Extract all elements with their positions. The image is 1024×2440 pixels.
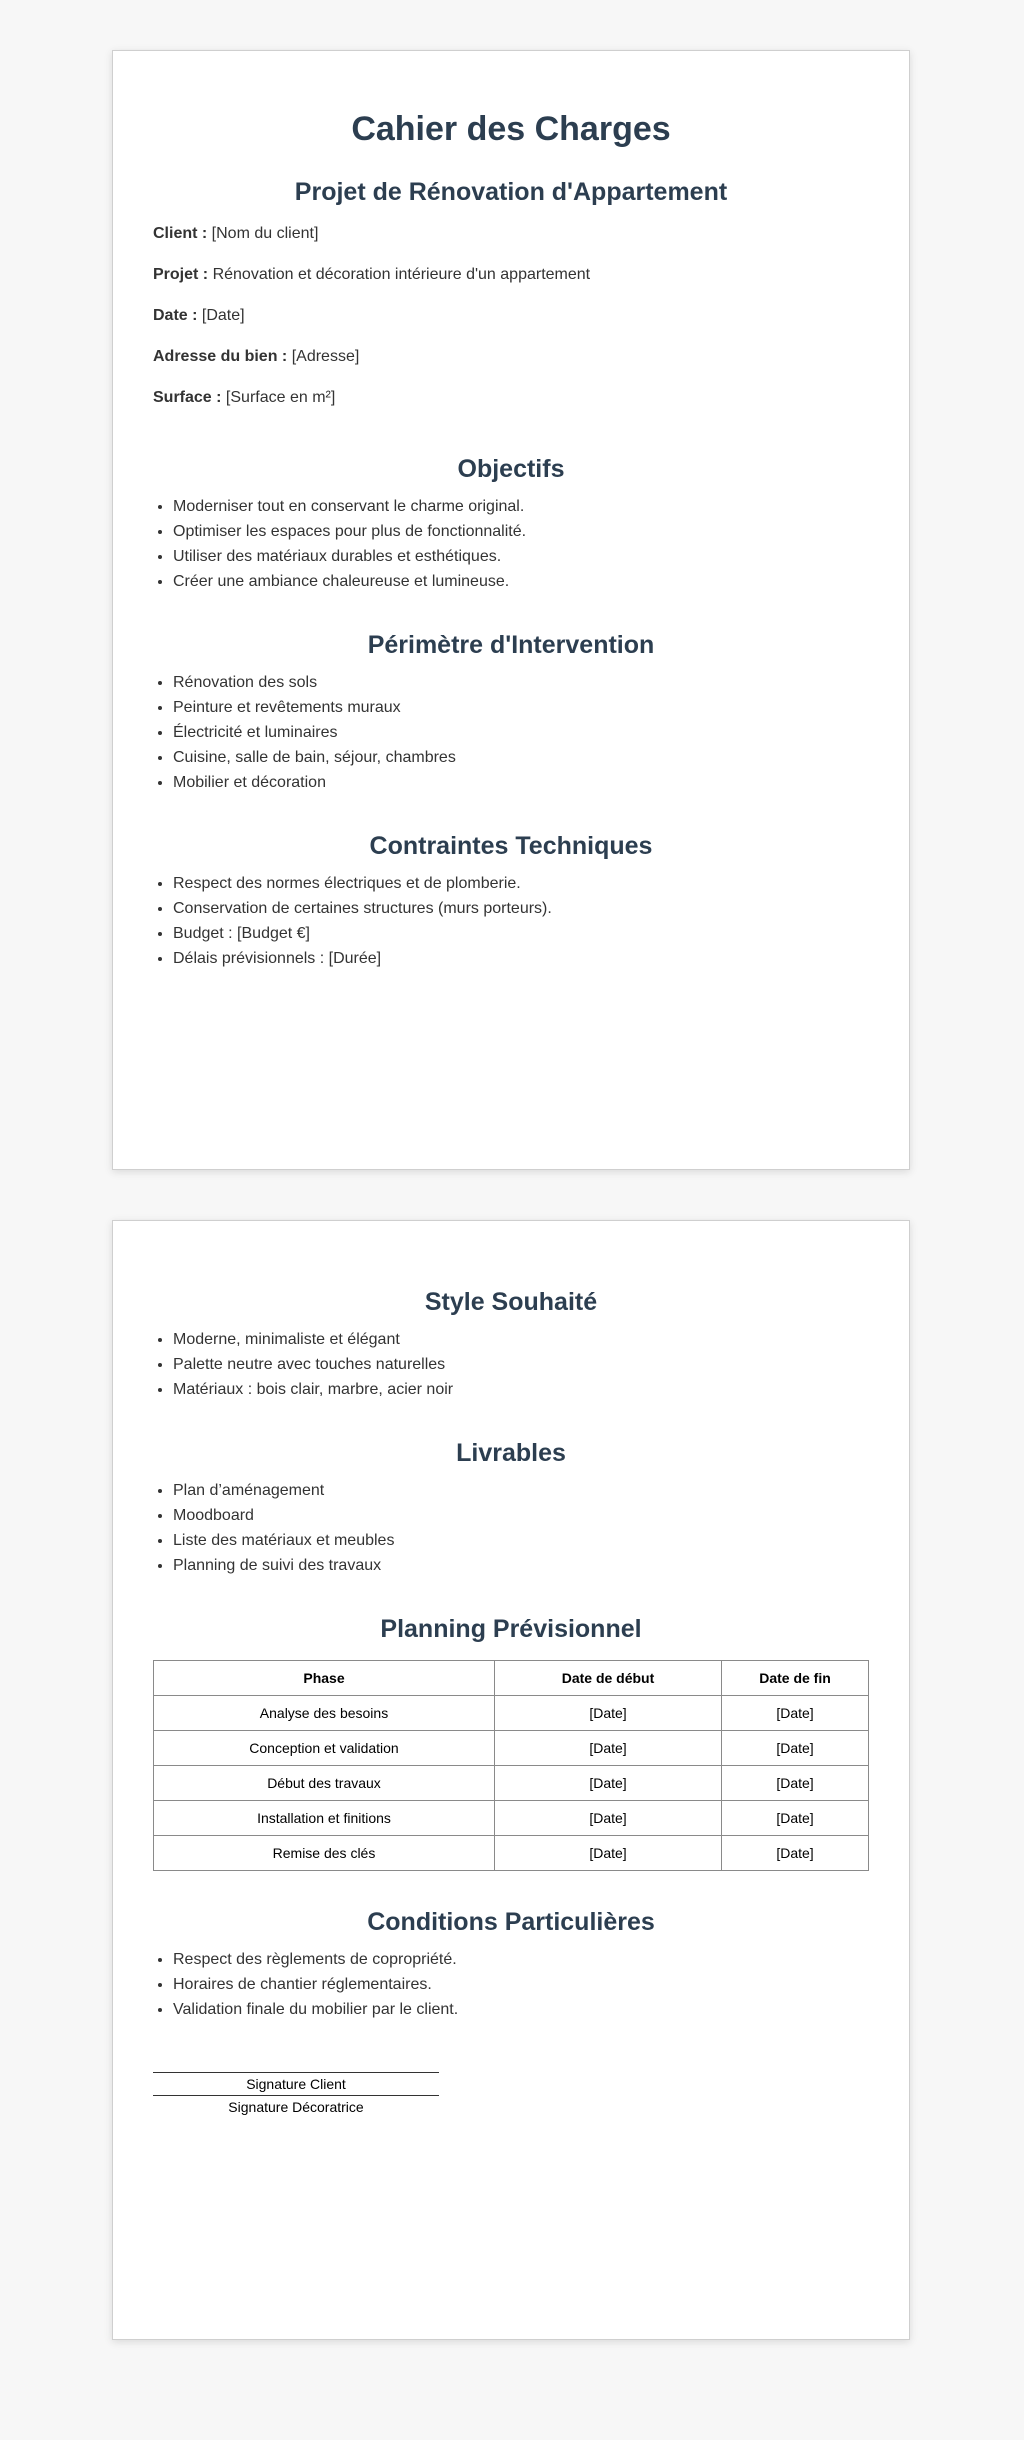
document-subtitle: Projet de Rénovation d'Appartement [294,178,728,206]
list-item: • Palette neutre avec touches naturelles [173,1352,869,1377]
planning-table [153,1660,869,1871]
column-header: Date de début [495,1661,722,1696]
list-item: • Budget : [Budget €] [173,921,869,946]
list-item: • Liste des matériaux et meubles [173,1528,869,1553]
table-cell: Remise des clés [154,1836,495,1871]
table-cell: [Date] [495,1696,722,1731]
table-row [154,1766,869,1801]
meta-adresse [153,336,869,377]
meta-client [153,213,869,254]
section-heading-livrables: Livrables [456,1439,566,1467]
table-cell: [Date] [722,1801,869,1836]
page-1-content [153,107,869,971]
meta-value: [Date] [201,307,245,324]
table-cell: [Date] [722,1731,869,1766]
table-row [154,1801,869,1836]
list-item: • Créer une ambiance chaleureuse et lumineuse. [173,569,869,594]
list-item: • Validation finale du mobilier par le client. [173,1997,869,2022]
conditions-list [153,1947,869,2022]
table-cell: [Date] [495,1836,722,1871]
meta-date [153,295,869,336]
meta-label: Surface : [153,389,222,406]
meta-value: [Surface en m²] [225,389,336,406]
meta-value: [Adresse] [291,348,360,365]
table-row [154,1696,869,1731]
livrables-list [153,1478,869,1578]
table-cell: Analyse des besoins [154,1696,495,1731]
meta-projet [153,254,869,295]
section-heading-contraintes: Contraintes Techniques [369,832,653,860]
document-page-1 [112,50,910,1170]
list-item: • Plan d’aménagement [173,1478,869,1503]
table-cell: [Date] [495,1731,722,1766]
list-item: • Peinture et revêtements muraux [173,695,869,720]
signature-decoratrice: Signature Décoratrice [153,2095,439,2118]
table-cell: [Date] [722,1836,869,1871]
table-cell: Conception et validation [154,1731,495,1766]
table-cell: Installation et finitions [154,1801,495,1836]
meta-label: Date : [153,307,198,324]
section-heading-objectifs: Objectifs [457,455,565,483]
table-cell: [Date] [495,1801,722,1836]
list-item: • Matériaux : bois clair, marbre, acier noir [173,1377,869,1402]
table-cell: [Date] [722,1696,869,1731]
list-item: • Conservation de certaines structures (murs porteurs). [173,896,869,921]
list-item: • Moderne, minimaliste et élégant [173,1327,869,1352]
contraintes-list [153,871,869,971]
table-cell: [Date] [722,1766,869,1801]
column-header: Phase [154,1661,495,1696]
document-page-2 [112,1220,910,2340]
list-item: • Mobilier et décoration [173,770,869,795]
project-info [153,213,869,418]
meta-surface [153,377,869,418]
perimetre-list [153,670,869,795]
list-item: • Respect des normes électriques et de plomberie. [173,871,869,896]
list-item: • Optimiser les espaces pour plus de fonctionnalité. [173,519,869,544]
signature-block [153,2072,439,2118]
meta-value: Rénovation et décoration intérieure d'un appartement [212,266,591,283]
table-cell: Début des travaux [154,1766,495,1801]
column-header: Date de fin [722,1661,869,1696]
list-item: • Respect des règlements de copropriété. [173,1947,869,1972]
list-item: • Planning de suivi des travaux [173,1553,869,1578]
section-heading-style: Style Souhaité [424,1288,598,1316]
list-item: • Délais prévisionnels : [Durée] [173,946,869,971]
list-item: • Moderniser tout en conservant le charme original. [173,494,869,519]
list-item: • Cuisine, salle de bain, séjour, chambres [173,745,869,770]
section-heading-perimetre: Périmètre d'Intervention [367,631,655,659]
section-heading-planning: Planning Prévisionnel [380,1615,642,1643]
list-item: • Moodboard [173,1503,869,1528]
table-row [154,1836,869,1871]
section-heading-conditions: Conditions Particulières [367,1908,655,1936]
meta-value: [Nom du client] [211,225,319,242]
page-2-content [153,1285,869,2118]
list-item: • Rénovation des sols [173,670,869,695]
meta-label: Adresse du bien : [153,348,288,365]
list-item: • Horaires de chantier réglementaires. [173,1972,869,1997]
table-row [154,1731,869,1766]
objectifs-list [153,494,869,594]
document-title: Cahier des Charges [351,110,671,148]
meta-label: Projet : [153,266,209,283]
list-item: • Utiliser des matériaux durables et esthétiques. [173,544,869,569]
table-header-row [154,1661,869,1696]
signature-client: Signature Client [153,2072,439,2095]
table-cell: [Date] [495,1766,722,1801]
list-item: • Électricité et luminaires [173,720,869,745]
style-list [153,1327,869,1402]
meta-label: Client : [153,225,208,242]
